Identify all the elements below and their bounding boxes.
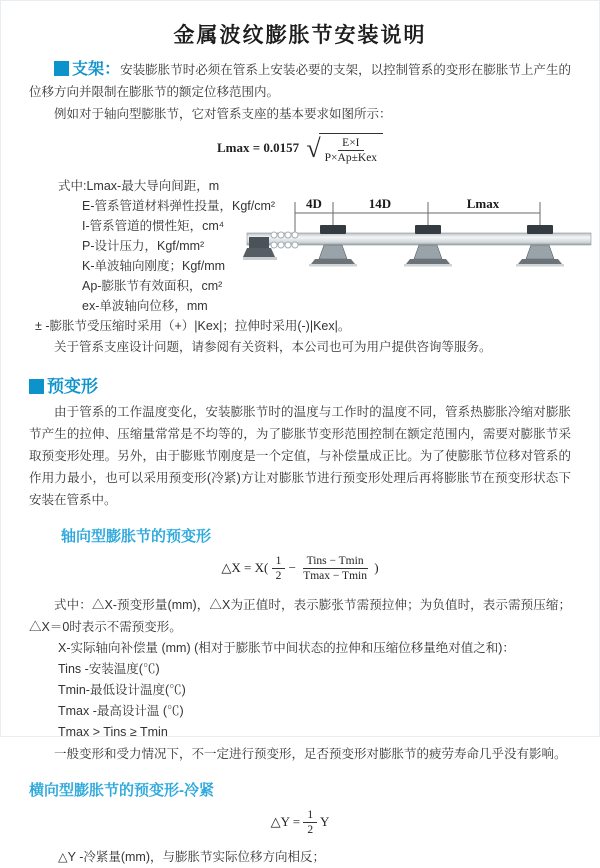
definition-line: Tins -安装温度(℃) [58,661,160,676]
variable-line: 式中:Lmax-最大导向间距，m [58,178,220,193]
radical-content [319,133,383,166]
half-denominator: 2 [275,570,282,583]
label-lmax: Lmax [466,196,500,211]
variable-line: I-管系管道的惯性矩，cm⁴ [82,218,225,233]
plus-minus-note: ± -膨胀节受压缩时采用（+）|Kex|；拉伸时采用(-)|Kex|。 [35,318,351,333]
definition-line: Tmin-最低设计温度(℃) [58,682,186,697]
dimension-labels [306,196,500,211]
section-bullet-icon [54,61,69,76]
temperature-fraction [299,554,371,584]
variable-line: K-单波轴向刚度；Kgf/mm [82,258,226,273]
minus-sign: − [288,559,296,575]
half-numerator: 1 [272,554,286,569]
radical-sign: √ [306,134,321,164]
guide-support [404,225,452,267]
lateral-numerator: 1 [303,808,317,823]
section-bullet-icon [29,379,44,394]
lmax-fraction-numerator: E×I [338,136,363,151]
pipe-support-diagram [243,193,595,289]
guide-support [516,225,564,267]
variable-line: Ap-膨胀节有效面积，cm² [82,278,223,293]
support-intro-text: 安装膨胀节时必须在管系上安装必要的支架，以控制管系的变形在膨胀节上产生的位移方向并限制在膨胀节的额定位移范围内。 [29,63,571,99]
lateral-subheading: 横向型膨胀节的预变形-冷紧 [29,781,214,799]
support-section-label: 支架： [72,61,121,78]
half-fraction [272,554,286,584]
variable-line: E-管系管道材料弹性投量，Kgf/cm² [82,198,276,213]
axial-note: 式中：△X-预变形量(mm)，△X为正值时，表示膨张节需预拉伸；为负值时，表示需预压缩；△X＝0时表示不需预变形。 [29,597,571,634]
lateral-formula [29,808,571,838]
lmax-formula [29,133,571,166]
guide-supports [309,225,564,267]
axial-formula [29,554,571,584]
guide-support [309,225,357,267]
temperature-denominator: Tmax − Tmin [303,570,367,583]
axial-formula-lhs: △X = X( [221,559,269,575]
lateral-formula-rhs: Y [319,813,330,829]
label-4d: 4D [306,196,322,211]
axial-subheading: 轴向型膨胀节的预变形 [61,527,212,545]
support-intro-paragraph [29,59,571,103]
lateral-half-fraction [303,808,317,838]
preform-paragraph: 由于管系的工作温度变化，安装膨胀节时的温度与工作时的温度不同，管系热膨胀冷缩对膨胀节产生的拉伸、压缩量常常是不均等的，为了膨胀节变形范围控制在额定范围内，需要对膨胀节采取预变形处理。另外，由于膨账节刚度是一个定值，与补偿量成正比。为了使膨胀节位移对管系的作用力最小，也可以采用预变形(冷紧)方让对膨胀节进行预变形处理后再将膨胀节在预变形状态下安装在管系中。 [29,404,571,507]
lmax-formula-lhs: Lmax = 0.0157 [216,140,300,156]
definition-line: X-实际轴向补偿量 (mm) (相对于膨胀节中间状态的拉伸和压缩位移量绝对值之和)： [58,640,515,655]
label-14d: 14D [368,196,392,211]
variable-line: ex-单波轴向位移，mm [82,298,208,313]
definition-line: Tmax > Tins ≥ Tmin [58,724,168,739]
lmax-fraction-denominator: P×Ap±Kex [324,152,378,165]
support-example-line: 例如对于轴向型膨胀节，它对管系支座的基本要求如图所示： [54,107,392,121]
axial-remark: 一般变形和受力情况下，不一定进行预变形，足否预变形对膨胀节的疲劳寿命几乎没有影响。 [54,746,567,761]
lateral-denominator: 2 [307,823,314,836]
preform-section-label: 预变形 [47,376,98,396]
axial-definition-list [29,638,571,743]
lateral-formula-lhs: △Y = [270,813,301,829]
variable-line: P-设计压力，Kgf/mm² [82,238,205,253]
lmax-fraction [321,136,381,166]
page-title: 金属波纹膨胀节安装说明 [173,24,427,47]
pipe [247,233,591,245]
definition-line: Tmax -最高设计温 (℃) [58,703,184,718]
temperature-numerator: Tins − Tmin [303,554,368,569]
close-paren: ) [374,559,379,575]
preform-section-header [29,372,571,397]
consult-note: 关于管系支座设计问题，请参阅有关资料，本公司也可为用户提供咨询等服务。 [54,339,492,354]
lateral-note: △Y -冷紧量(mm)，与膨胀节实际位移方向相反； [58,850,326,865]
